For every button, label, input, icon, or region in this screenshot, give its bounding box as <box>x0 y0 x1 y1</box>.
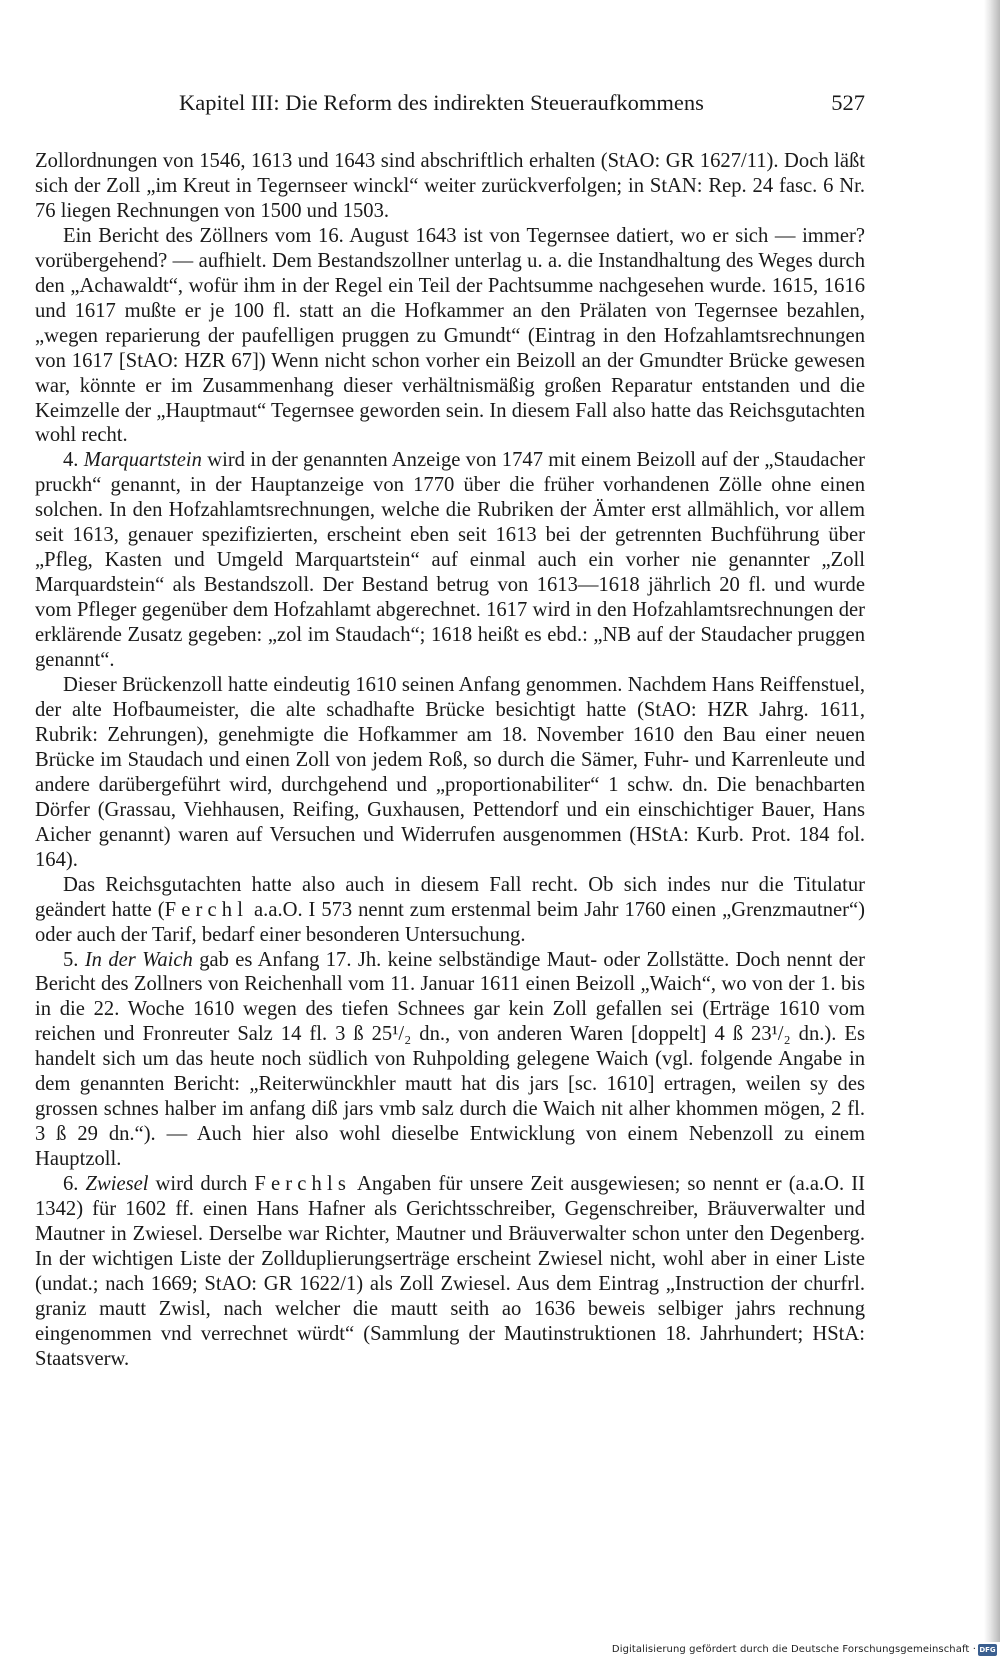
section-number: 4. <box>63 449 79 472</box>
paragraph-zwiesel <box>35 1172 865 1372</box>
paragraph-bridge-toll <box>35 673 865 873</box>
body-text <box>35 149 865 1372</box>
page-edge-shadow <box>984 0 1000 1659</box>
place-name: Zwiesel <box>85 1173 149 1196</box>
paragraph-2-text: Ein Bericht des Zöllners vom 16. August 1643 ist von Tegernsee datiert, wo er sich — immer? vorübergehend? — aufhielt. Dem Bestandszollner unterlag u. a. die Instandhaltung des Weges durch den „Achawaldt“, wofür ihm in der Regel ein Teil der Pachtsumme nachgesehen wurde. 1615, 1616 und 1617 mußte er je 100 fl. statt an die Hofkammer an den Prälaten von Tegernsee bezahlen, „wegen reparierung der paufelligen pruggen zu Gmundt“ (Eintrag in den Hofzahlamtsrechnungen von 1617 [StAO: HZR 67]) Wenn nicht schon vorher ein Beizoll an der Gmundter Brücke gewesen war, könnte er im Zusammenhang dieser verhältnismäßig großen Reparatur entstanden und die Keimzelle der „Hauptmaut“ Tegernsee geworden sein. In diesem Fall also hatte das Reichsgutachten wohl recht. <box>35 224 865 447</box>
paragraph-text-after: a.a.O. I 573 nennt zum erstenmal beim Jahr 1760 einen „Grenzmautner“) oder auch der Tarif, bedarf einer besonderen Untersuchung. <box>35 898 865 946</box>
place-name: In der Waich <box>84 948 193 971</box>
paragraph-text-mid: wird durch <box>155 1173 248 1196</box>
author-name: Ferchl <box>164 898 249 921</box>
paragraph-waich <box>35 948 865 1173</box>
section-number: 6. <box>63 1173 79 1196</box>
running-header <box>35 90 865 122</box>
paragraph-reichsgutachten <box>35 873 865 948</box>
chapter-title: Kapitel III: Die Reform des indirekten Steueraufkommens <box>179 90 704 115</box>
place-name: Marquartstein <box>83 449 202 472</box>
paragraph-text: wird in der genannten Anzeige von 1747 mit einem Beizoll auf der „Staudacher pruckh“ genannt, in der Hauptanzeige von 1770 über die früher vorhandenen Zölle ohne einen solchen. In den Hofzahlamtsrechnungen, welche die Rubriken der Ämter erst allmählich, vor allem seit 1613, genauer spezifizierten, erscheint eben seit 1613 bei der getrennten Buchführung über „Pfleg, Kasten und Umgeld Marquartstein“ auf einmal auch ein vorher nie genannter „Zoll Marquardstein“ als Bestandszoll. Der Bestand betrug von 1613—1618 jährlich 20 fl. und wurde vom Pfleger gegenüber dem Hofzahlamt abgerechnet. 1617 wird in den Hofzahlamtsrechnungen der erklärende Zusatz gegeben: „zol im Staudach“; 1618 heißt es ebd.: „NB auf der Staudacher pruggen genannt“. <box>35 449 866 672</box>
paragraph-2 <box>35 224 865 449</box>
funding-notice: Digitalisierung gefördert durch die Deutsche Forschungsgemeinschaft · <box>611 1644 976 1655</box>
paragraph-text-before: Das Reichsgutachten hatte also auch in diesem Fall recht. Ob sich indes nur die Titulatur geändert hatte ( <box>35 873 865 921</box>
author-name: Ferchls <box>254 1173 352 1196</box>
paragraph-text: Angaben für unsere Zeit ausgewiesen; so nennt er (a.a.O. II 1342) für 1602 ff. einen Hans Hafner als Gerichtsschreiber, Gegenschreiber, Bräuverwalter und Mautner in Zwiesel. Derselbe war Richter, Mautner und Bräuverwalter schon unter den Degenberg. In der wichtigen Liste der Zollduplierungserträge erscheint Zwiesel nicht, wohl aber in einer Liste (undat.; nach 1669; StAO: GR 1622/1) als Zoll Zwiesel. Aus dem Eintrag „Instruction der churfrl. graniz mautt Zwisl, nach welcher die mautt seith ao 1636 beweis selbiger jahrs rechnung eingenommen vnd verrechnet würdt“ (Sammlung der Mautinstruktionen 18. Jahrhundert; HStA: Staatsverw. <box>35 1173 865 1370</box>
dfg-logo-icon: DFG <box>979 1646 996 1654</box>
paragraph-text: gab es Anfang 17. Jh. keine selbständige Maut- oder Zollstätte. Doch nennt der Bericht des Zollners von Reichenhall vom 11. Januar 1611 einen Beizoll „Waich“, wo von der 1. bis in die 22. Woche 1610 wegen des tiefen Schnees gar kein Zoll gefallen sei (Erträge 1610 vom reichen und Fronreuter Salz 14 fl. 3 ß 25¹/₂ dn., von anderen Waren [doppelt] 4 ß 23¹/₂ dn.). Es handelt sich um das heute noch südlich von Ruhpolding gelegene Waich (vgl. folgende Angabe in dem genannten Bericht: „Reiterwünckhler mautt hat dis jars [sc. 1610] ertragen, weilen sy des grossen schnes halber im anfang diß jars vmb salz durch die Waich nit alher khommen mögen, 2 fl. 3 ß 29 dn.“). — Auch hier also wohl dieselbe Entwicklung von einem Nebenzoll zu einem Hauptzoll. <box>35 948 866 1171</box>
paragraph-1 <box>35 149 865 224</box>
page-number: 527 <box>831 90 865 115</box>
paragraph-1-text: Zollordnungen von 1546, 1613 und 1643 sind abschriftlich erhalten (StAO: GR 1627/11). Doch läßt sich der Zoll „im Kreut in Tegernseer winckl“ weiter zurückverfolgen; in StAN: Rep. 24 fasc. 6 Nr. 76 liegen Rechnungen von 1500 und 1503. <box>35 150 865 222</box>
paragraph-marquartstein <box>35 448 865 673</box>
paragraph-text: Dieser Brückenzoll hatte eindeutig 1610 seinen Anfang genommen. Nachdem Hans Reiffenstuel, der alte Hofbaumeister, die alte schadhafte Brücke besichtigt hatte (StAO: HZR Jahrg. 1611, Rubrik: Zehrungen), genehmigte die Hofkammer am 18. November 1610 den Bau einer neuen Brücke im Staudach und einen Zoll von jedem Roß, so durch die Sämer, Fuhr- und Karrenleute und andere darübergeführt wird, durchgehend und „proportionabiliter“ 1 schw. dn. Die benachbarten Dörfer (Grassau, Viehhausen, Reifing, Guxhausen, Pettendorf und ein einschichtiger Bauer, Hans Aicher genannt) waren auf Versuchen und Widerrufen ausgenommen (HStA: Kurb. Prot. 184 fol. 164). <box>35 674 865 871</box>
section-number: 5. <box>63 948 79 971</box>
